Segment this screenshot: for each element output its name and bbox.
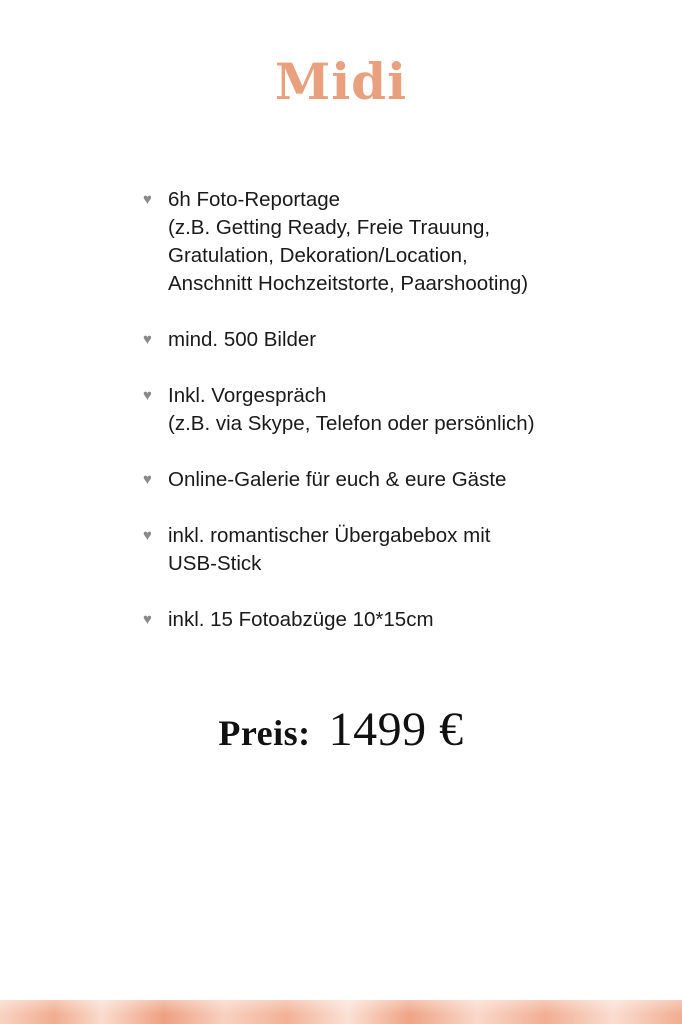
feature-text: Gratulation, Dekoration/Location, — [168, 244, 468, 267]
feature-text: 6h Foto-Reportage — [168, 188, 341, 211]
feature-text: Online-Galerie für euch & eure Gäste — [168, 468, 507, 491]
feature-text: (z.B. Getting Ready, Freie Trauung, — [168, 216, 491, 239]
watercolor-band — [0, 1000, 682, 1024]
heart-icon: ♥ — [143, 387, 152, 404]
heart-icon: ♥ — [143, 471, 152, 488]
package-title: Midi — [274, 52, 408, 111]
feature-item — [143, 186, 663, 298]
feature-item — [143, 326, 663, 354]
feature-text: Inkl. Vorgespräch — [168, 384, 327, 407]
feature-text: mind. 500 Bilder — [168, 328, 317, 351]
heart-icon: ♥ — [143, 331, 152, 348]
feature-item — [143, 382, 663, 438]
price-label: Preis: — [218, 713, 311, 753]
feature-text: Anschnitt Hochzeitstorte, Paarshooting) — [168, 272, 529, 295]
feature-item — [143, 606, 663, 634]
heart-icon: ♥ — [143, 191, 152, 208]
feature-text: (z.B. via Skype, Telefon oder persönlich) — [168, 412, 535, 435]
feature-text: inkl. romantischer Übergabebox mit — [168, 524, 491, 547]
feature-text: USB-Stick — [168, 552, 262, 575]
feature-item — [143, 466, 663, 494]
feature-list — [143, 186, 663, 662]
heart-icon: ♥ — [143, 527, 152, 544]
feature-text: inkl. 15 Fotoabzüge 10*15cm — [168, 608, 434, 631]
price-block — [0, 702, 682, 757]
price-value: 1499 € — [328, 703, 464, 756]
heart-icon: ♥ — [143, 611, 152, 628]
feature-item — [143, 522, 663, 578]
